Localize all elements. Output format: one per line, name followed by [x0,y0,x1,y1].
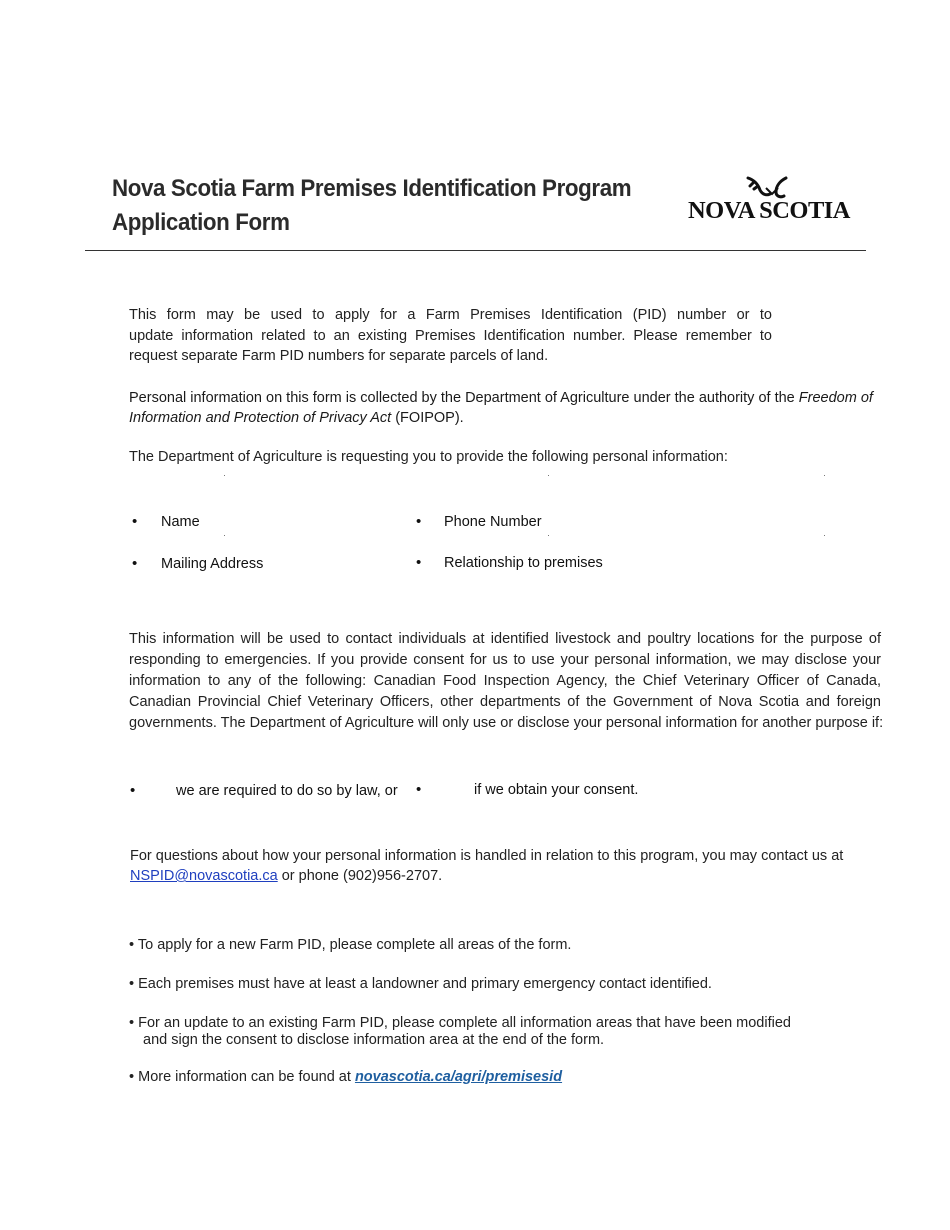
condition-law [130,781,398,801]
bullet-icon: • [129,1069,135,1085]
table-mark [824,475,825,476]
bullet-icon: • [132,555,138,572]
bullet-icon: • [129,937,135,953]
usage-line-3: information to any of the following: Canadian Food Inspection Agency, the Chief Veterinary Officer of Canada, [129,673,881,689]
instruction-text-cont: and sign the consent to disclose information area at the end of the form. [143,1032,605,1048]
list-item-label: Relationship to premises [444,555,603,571]
usage-line-4: Canadian Provincial Chief Veterinary Officers, other departments of the Government of Nova Scotia and foreign [129,694,881,710]
condition-consent [416,780,639,800]
contact-line-1: For questions about how your personal information is handled in relation to this program, you may contact us at [130,848,844,864]
table-mark [224,475,225,476]
condition-label: we are required to do so by law, or [176,783,398,799]
list-item-label: Phone Number [444,514,542,530]
contact-paragraph [130,846,890,886]
bullet-icon: • [129,976,135,992]
table-mark [224,535,225,536]
bullet-icon: • [130,782,136,799]
intro-line-1: This form may be used to apply for a Farm Premises Identification (PID) number or to [129,307,772,323]
bullet-icon: • [416,554,422,571]
premises-id-link[interactable]: novascotia.ca/agri/premisesid [354,1069,563,1085]
instruction-text: More information can be found at [138,1069,355,1085]
contact-phone: or phone (902)956-2707. [277,868,443,884]
usage-line-5: governments. The Department of Agriculture will only use or disclose your personal information for another purpose if: [129,715,884,731]
condition-label: if we obtain your consent. [474,782,639,798]
privacy-act-name: Freedom of Information and Protection of Privacy Act [129,390,873,426]
table-mark [548,475,549,476]
instruction-text: To apply for a new Farm PID, please complete all areas of the form. [137,937,572,953]
instruction-item-2 [129,976,712,993]
email-link[interactable]: NSPID@novascotia.ca [130,868,278,884]
bullet-icon: • [416,781,422,798]
table-mark [824,535,825,536]
instruction-text: Each premises must have at least a landowner and primary emergency contact identified. [138,976,712,992]
privacy-paragraph [129,388,881,428]
intro-paragraph [129,305,772,367]
title-line-1: Nova Scotia Farm Premises Identification Program [112,175,632,202]
list-item-address [132,554,264,574]
list-item-label: Mailing Address [161,556,264,572]
usage-paragraph [129,629,884,734]
table-mark [548,535,549,536]
page-title [112,172,631,240]
title-line-2: Application Form [112,209,290,236]
bullet-icon: • [129,1015,135,1031]
nova-scotia-logo [688,176,868,226]
instruction-item-3 [129,1015,791,1049]
list-item-relationship [416,553,603,573]
usage-line-2: responding to emergencies. If you provide consent for us to use your personal information, we may disclose your [129,652,881,668]
privacy-text-after: (FOIPOP). [391,410,464,426]
list-item-name [132,512,200,532]
list-item-label: Name [161,514,200,530]
intro-line-2: update information related to an existing Premises Identification number. Please remember to [129,327,772,344]
instruction-text: For an update to an existing Farm PID, please complete all information areas that have been modified [138,1015,791,1031]
intro-line-3: request separate Farm PID numbers for separate parcels of land. [129,348,549,364]
header-divider [85,250,866,251]
bullet-icon: • [416,513,422,530]
contact-line-2 [130,866,890,886]
instruction-item-4 [129,1069,562,1086]
requesting-statement: The Department of Agriculture is requesting you to provide the following personal information: [129,449,728,465]
list-item-phone [416,512,542,532]
bullet-icon: • [132,513,138,530]
logo-wordmark: NOVA SCOTIA [688,198,850,224]
usage-line-1: This information will be used to contact individuals at identified livestock and poultry locations for the purpose of [129,631,881,647]
privacy-text: Personal information on this form is collected by the Department of Agriculture under the authority of the [129,390,799,406]
instruction-item-1 [129,937,571,954]
